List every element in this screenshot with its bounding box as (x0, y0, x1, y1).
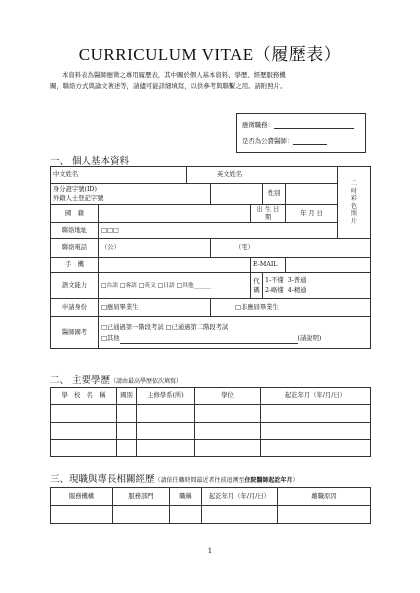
phone-office-field[interactable]: （公） (99, 239, 211, 258)
code-4: 4-精通 (287, 286, 307, 294)
edu-header-period: 起訖年月（年/月/日） (261, 388, 371, 405)
personal-info-table (50, 166, 371, 349)
nationality-label: 國 籍 (51, 205, 99, 223)
mobile-field[interactable] (99, 258, 251, 273)
table-row (51, 423, 371, 440)
education-table (50, 387, 371, 457)
section-2-note: （請由最高學歷依次填寫） (110, 378, 183, 385)
exp-header-reason: 離職原因 (278, 488, 371, 506)
section-3-note (155, 477, 299, 484)
exp-header-org: 服務機構 (51, 488, 113, 506)
exam-option-stage1[interactable]: □已通過第一階段考試 (101, 323, 164, 331)
mobile-label: 手 機 (51, 258, 99, 273)
status-label: 申請身份 (51, 299, 99, 317)
intro-line-2: 關，聯絡方式與論文著述等，請儘可能詳細填寫，以供參考與聯繫之用。請附照片。 (50, 82, 287, 90)
status-option-non-graduate[interactable]: □非應屆畢業生 (211, 299, 371, 317)
photo-label: 二吋彩色照片 (351, 180, 358, 225)
language-label: 語文能力 (51, 273, 99, 299)
table-row (51, 506, 371, 524)
email-label: E-MAIL (251, 258, 286, 273)
experience-table (50, 487, 371, 524)
nationality-field[interactable] (99, 205, 251, 223)
code-legend (263, 273, 371, 299)
gender-label: 性別 (263, 184, 286, 205)
exam-option-other[interactable]: □其他 (101, 334, 120, 342)
section-3-note-emphasis: 住院醫師起訖年月 (244, 477, 293, 484)
language-options[interactable]: □台語 □客語 □英文 □日語 □其他______ (99, 273, 251, 299)
exam-other-field[interactable] (120, 343, 298, 344)
birth-date-label: 出 生 日 期 (251, 205, 286, 223)
section-3-note-suffix: ） (292, 477, 299, 484)
id-label: 身分證字號(ID) (53, 186, 97, 193)
public-doctor-label: 是否為公費醫師： (242, 137, 294, 145)
code-1: 1-不懂 (265, 276, 284, 284)
address-field[interactable]: □□□ (99, 223, 338, 239)
code-3: 3-普通 (287, 276, 307, 284)
exam-other-note: (請說明) (297, 334, 322, 342)
photo-box[interactable] (338, 167, 371, 239)
edu-header-major: 主修學系(所) (137, 388, 195, 405)
status-option-graduate[interactable]: □應屆畢業生 (99, 299, 211, 317)
foreign-id-label: 外籍人士登記字號 (53, 195, 104, 202)
birth-date-field[interactable]: 年 月 日 (286, 205, 338, 223)
exam-options[interactable] (99, 317, 371, 349)
page-title: CURRICULUM VITAE（履歷表） (78, 45, 342, 64)
public-doctor-field[interactable] (293, 144, 327, 145)
id-cell (51, 184, 211, 205)
edu-header-degree: 學位 (195, 388, 261, 405)
intro-line-1: 本資料表為醫師應徵之專用履歷表，其中關於個人基本資料、學歷、經歷服務機 (62, 71, 286, 79)
position-field[interactable] (274, 128, 354, 129)
gender-field[interactable] (286, 184, 338, 205)
intro-text (50, 70, 380, 92)
table-row (51, 405, 371, 423)
edu-header-country: 國別 (117, 388, 137, 405)
exp-header-title: 職稱 (170, 488, 202, 506)
exam-label: 醫師國考 (51, 317, 99, 349)
section-3-heading-wrap (50, 471, 299, 485)
section-3-heading: 三、現職與專長相關經歷 (50, 474, 155, 485)
address-label: 聯絡地址 (51, 223, 99, 239)
section-2-heading-wrap (50, 372, 182, 386)
exam-option-stage2[interactable]: □已通過第二階段考試 (165, 323, 229, 331)
edu-header-school: 學 校 名 稱 (51, 388, 117, 405)
section-2-heading: 二、 主要學歷 (50, 375, 111, 386)
exp-header-period: 起訖年月（年/月/日） (202, 488, 278, 506)
section-3-note-prefix: （請依任職時間最近者往前追溯至 (154, 477, 245, 484)
section-1-heading: 一、 個人基本資料 (50, 156, 130, 167)
page-number: 1 (207, 547, 213, 555)
exp-header-dept: 服務部門 (113, 488, 170, 506)
id-field[interactable] (211, 184, 263, 205)
table-row (51, 440, 371, 457)
code-2: 2-略懂 (265, 286, 284, 294)
phone-home-field[interactable]: （宅） (211, 239, 371, 258)
application-box (236, 113, 366, 153)
phone-label: 聯絡電話 (51, 239, 99, 258)
email-field[interactable] (286, 258, 371, 273)
english-name-label: 英文姓名 (187, 167, 338, 184)
code-label: 代碼 (251, 273, 263, 299)
chinese-name-label: 中文姓名 (51, 167, 187, 184)
position-label: 應徵職務： (242, 121, 274, 129)
